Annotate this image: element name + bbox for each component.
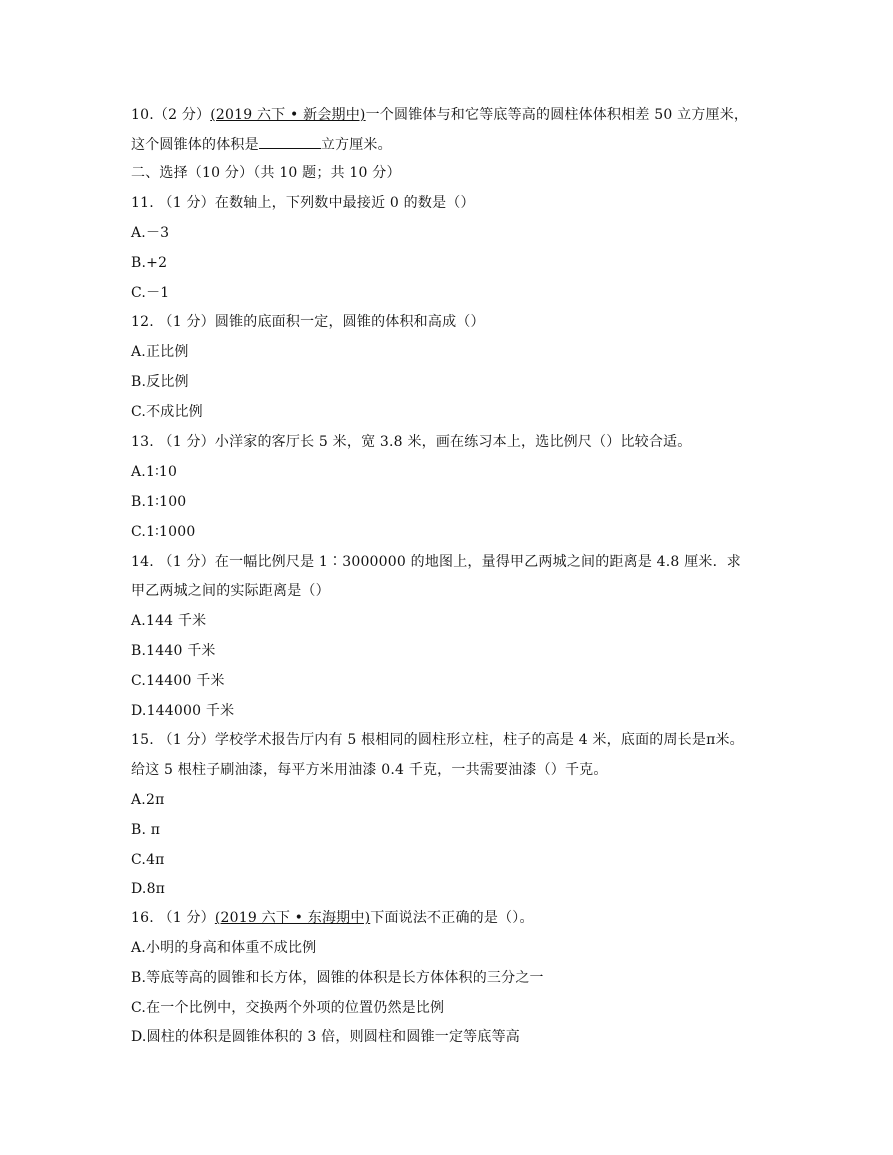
q15-option-a: A.2π [131,792,165,808]
q16-option-c: C.在一个比例中，交换两个外项的位置仍然是比例 [131,1000,445,1016]
q16-option-a: A.小明的身高和体重不成比例 [131,940,317,956]
q13-option-c: C.1∶1000 [131,524,196,540]
q12-option-a: A.正比例 [131,344,189,360]
q16-text: 下面说法不正确的是（）。 [370,910,534,926]
q10-score: （2 分） [153,107,211,123]
q10-line-1 [131,106,748,124]
q11-option-a: A.－3 [131,225,170,241]
q12-option-c: C.不成比例 [131,404,203,420]
q16-source: (2019 六下 • 东海期中) [214,910,371,926]
q10-number: 10. [131,107,154,123]
q15-stem-1: 15. （1 分）学校学术报告厅内有 5 根相同的圆柱形立柱，柱子的高是 4 米，底面的周长是π米。 [131,732,744,748]
q16-prefix: 16. （1 分） [131,910,215,926]
q10-text-2: 这个圆锥体的体积是 [131,137,259,153]
q11-stem: 11. （1 分）在数轴上，下列数中最接近 0 的数是（） [131,195,475,211]
q12-option-b: B.反比例 [131,374,189,390]
q12-stem: 12. （1 分）圆锥的底面积一定，圆锥的体积和高成（） [131,314,485,330]
q11-option-c: C.－1 [131,285,170,301]
q13-stem: 13. （1 分）小洋家的客厅长 5 米，宽 3.8 米，画在练习本上，选比例尺（）比较合适。 [131,434,692,450]
q14-stem-2: 甲乙两城之间的实际距离是（） [131,583,330,599]
q15-option-d: D.8π [131,881,166,897]
section-title: 二、选择（10 分）（共 10 题；共 10 分） [131,165,401,181]
q15-option-b: B. π [131,822,161,838]
q16-option-d: D.圆柱的体积是圆锥体积的 3 倍，则圆柱和圆锥一定等底等高 [131,1029,520,1045]
q14-stem-1: 14. （1 分）在一幅比例尺是 1∶3000000 的地图上，量得甲乙两城之间的距离是 4.8 厘米．求 [131,554,741,570]
q10-line-2 [131,135,392,154]
q14-option-b: B.1440 千米 [131,643,216,659]
q10-text: 一个圆锥体与和它等底等高的圆柱体体积相差 50 立方厘米， [365,107,749,123]
q14-option-c: C.14400 千米 [131,673,225,689]
q13-option-a: A.1∶10 [131,464,178,480]
q13-option-b: B.1∶100 [131,494,187,510]
q10-answer-blank [259,135,321,149]
q11-option-b: B.+2 [131,255,168,271]
q15-stem-2: 给这 5 根柱子刷油漆，每平方米用油漆 0.4 千克，一共需要油漆（）千克。 [131,762,608,778]
q16-option-b: B.等底等高的圆锥和长方体，圆锥的体积是长方体体积的三分之一 [131,970,544,986]
q10-source: (2019 六下 • 新会期中) [210,107,366,123]
q15-option-c: C.4π [131,852,165,868]
q16-stem [131,909,534,927]
q14-option-a: A.144 千米 [131,613,207,629]
q14-option-d: D.144000 千米 [131,703,235,719]
q10-text-3: 立方厘米。 [320,137,392,153]
